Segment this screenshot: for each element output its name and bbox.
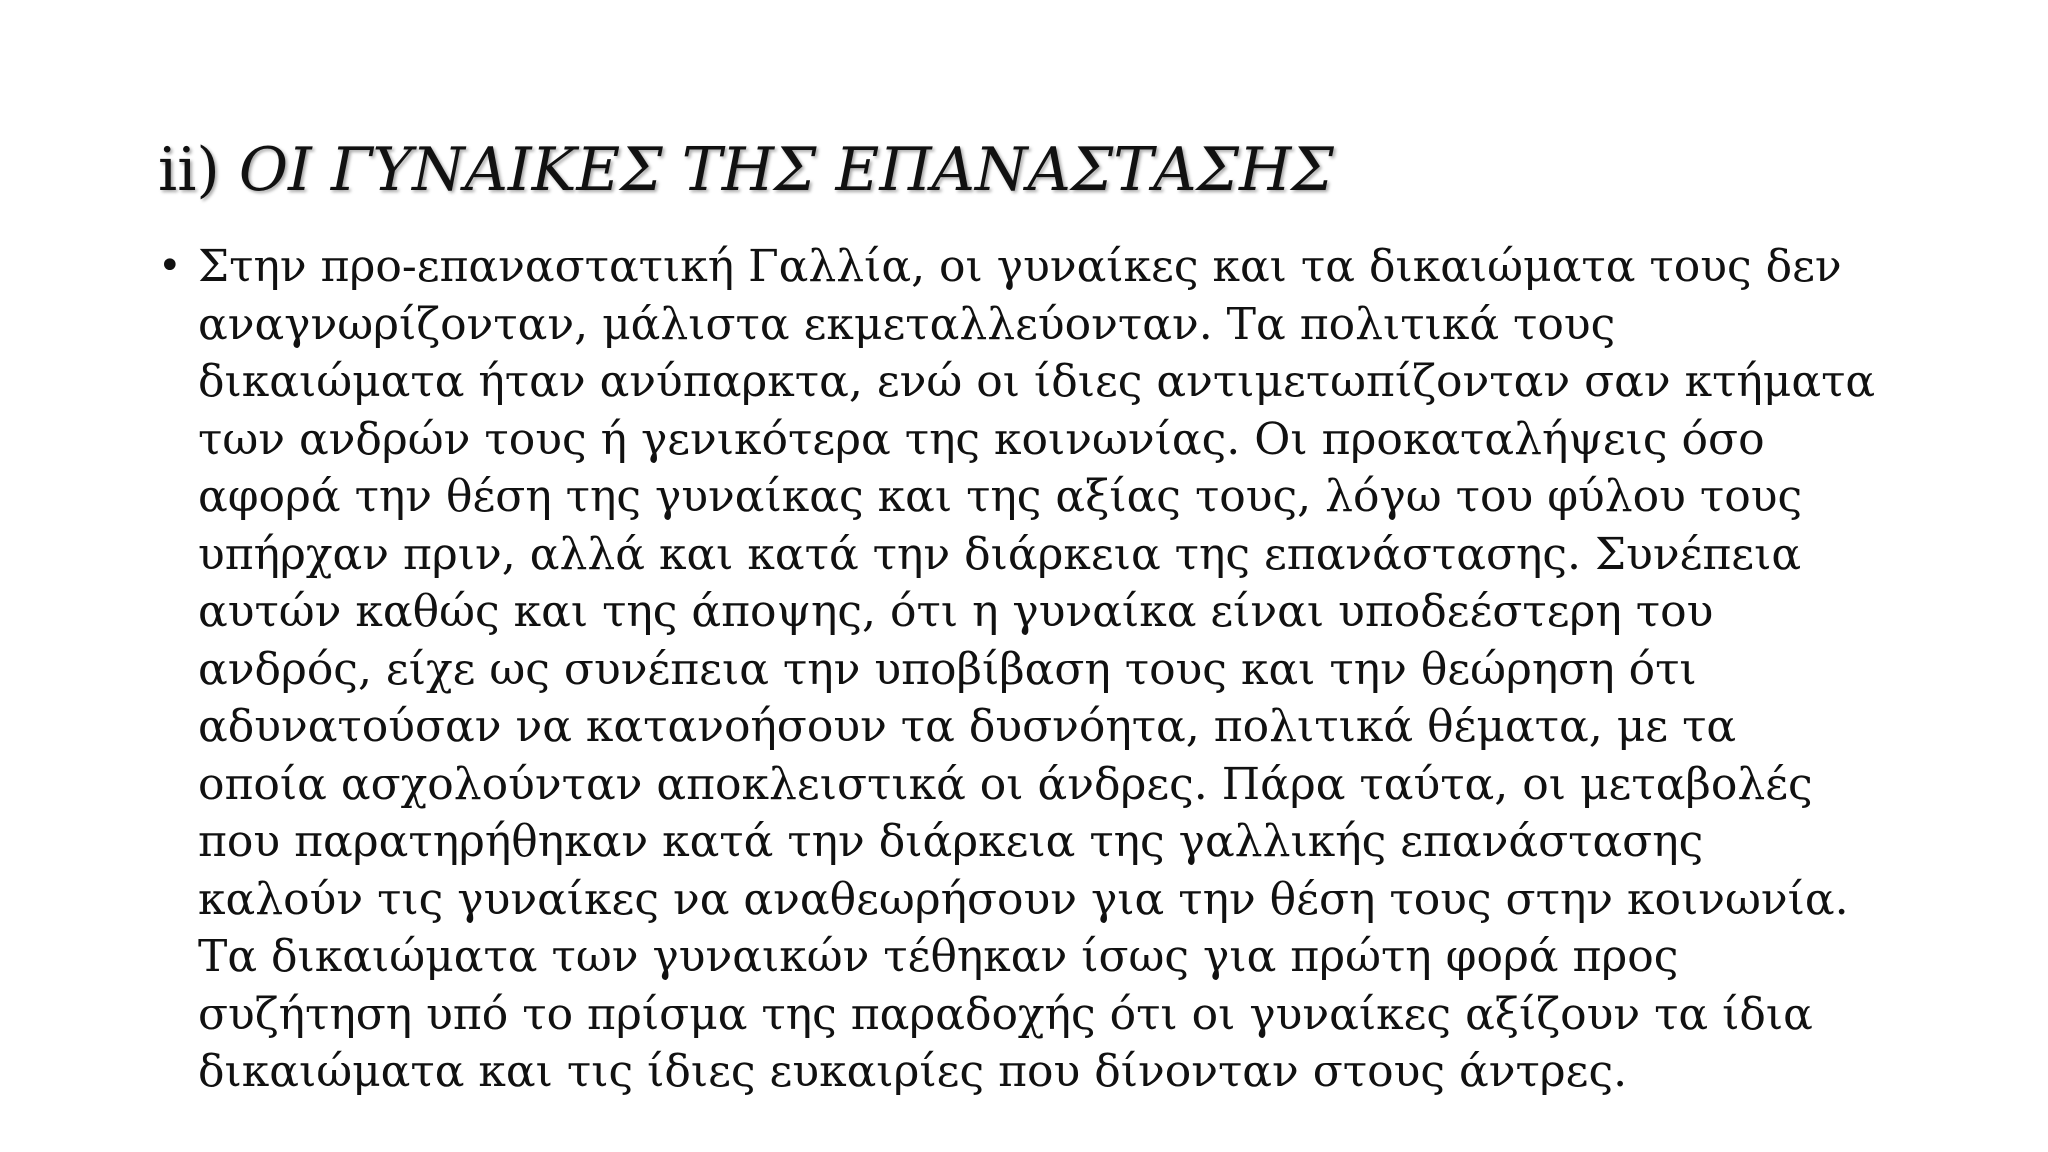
paragraph-line: Στην προ-επαναστατική Γαλλία, οι γυναίκες και τα δικαιώματα τους δεν bbox=[198, 241, 1842, 292]
slide-title bbox=[158, 130, 1334, 210]
paragraph-line: των ανδρών τους ή γενικότερα της κοινωνίας. Οι προκαταλήψεις όσο bbox=[198, 413, 1765, 465]
paragraph-line: που παρατηρήθηκαν κατά την διάρκεια της γαλλικής επανάστασης bbox=[198, 816, 1704, 867]
paragraph-line: οποία ασχολούνταν αποκλειστικά οι άνδρες. Πάρα ταύτα, οι μεταβολές bbox=[198, 758, 1813, 810]
title-prefix: ii) bbox=[158, 135, 239, 205]
bullet-dot-icon: • bbox=[158, 243, 182, 289]
paragraph-line: αυτών καθώς και της άποψης, ότι η γυναίκα είναι υποδεέστερη του bbox=[198, 586, 1714, 637]
title-main: ΟΙ ΓΥΝΑΙΚΕΣ ΤΗΣ ΕΠΑΝΑΣΤΑΣΗΣ bbox=[238, 135, 1334, 205]
bullet-list bbox=[158, 238, 1898, 1101]
paragraph-line: Τα δικαιώματα των γυναικών τέθηκαν ίσως για πρώτη φορά προς bbox=[198, 931, 1679, 982]
paragraph-line: συζήτηση υπό το πρίσμα της παραδοχής ότι οι γυναίκες αξίζουν τα ίδια bbox=[198, 988, 1813, 1040]
bullet-item bbox=[158, 238, 1898, 1101]
paragraph-line: καλούν τις γυναίκες να αναθεωρήσουν για την θέση τους στην κοινωνία. bbox=[198, 873, 1849, 925]
paragraph-line: δικαιώματα ήταν ανύπαρκτα, ενώ οι ίδιες αντιμετωπίζονταν σαν κτήματα bbox=[198, 356, 1876, 407]
paragraph-line: ανδρός, είχε ως συνέπεια την υποβίβαση τους και την θεώρηση ότι bbox=[198, 643, 1697, 695]
paragraph-line: δικαιώματα και τις ίδιες ευκαιρίες που δίνονταν στους άντρες. bbox=[198, 1046, 1628, 1097]
paragraph-line: αναγνωρίζονταν, μάλιστα εκμεταλλεύονταν. Τα πολιτικά τους bbox=[198, 298, 1616, 350]
paragraph-line: αφορά την θέση της γυναίκας και της αξίας τους, λόγω του φύλου τους bbox=[198, 471, 1803, 522]
paragraph-line: αδυνατούσαν να κατανοήσουν τα δυσνόητα, πολιτικά θέματα, με τα bbox=[198, 701, 1737, 752]
paragraph-line: υπήρχαν πριν, αλλά και κατά την διάρκεια της επανάστασης. Συνέπεια bbox=[198, 528, 1802, 580]
